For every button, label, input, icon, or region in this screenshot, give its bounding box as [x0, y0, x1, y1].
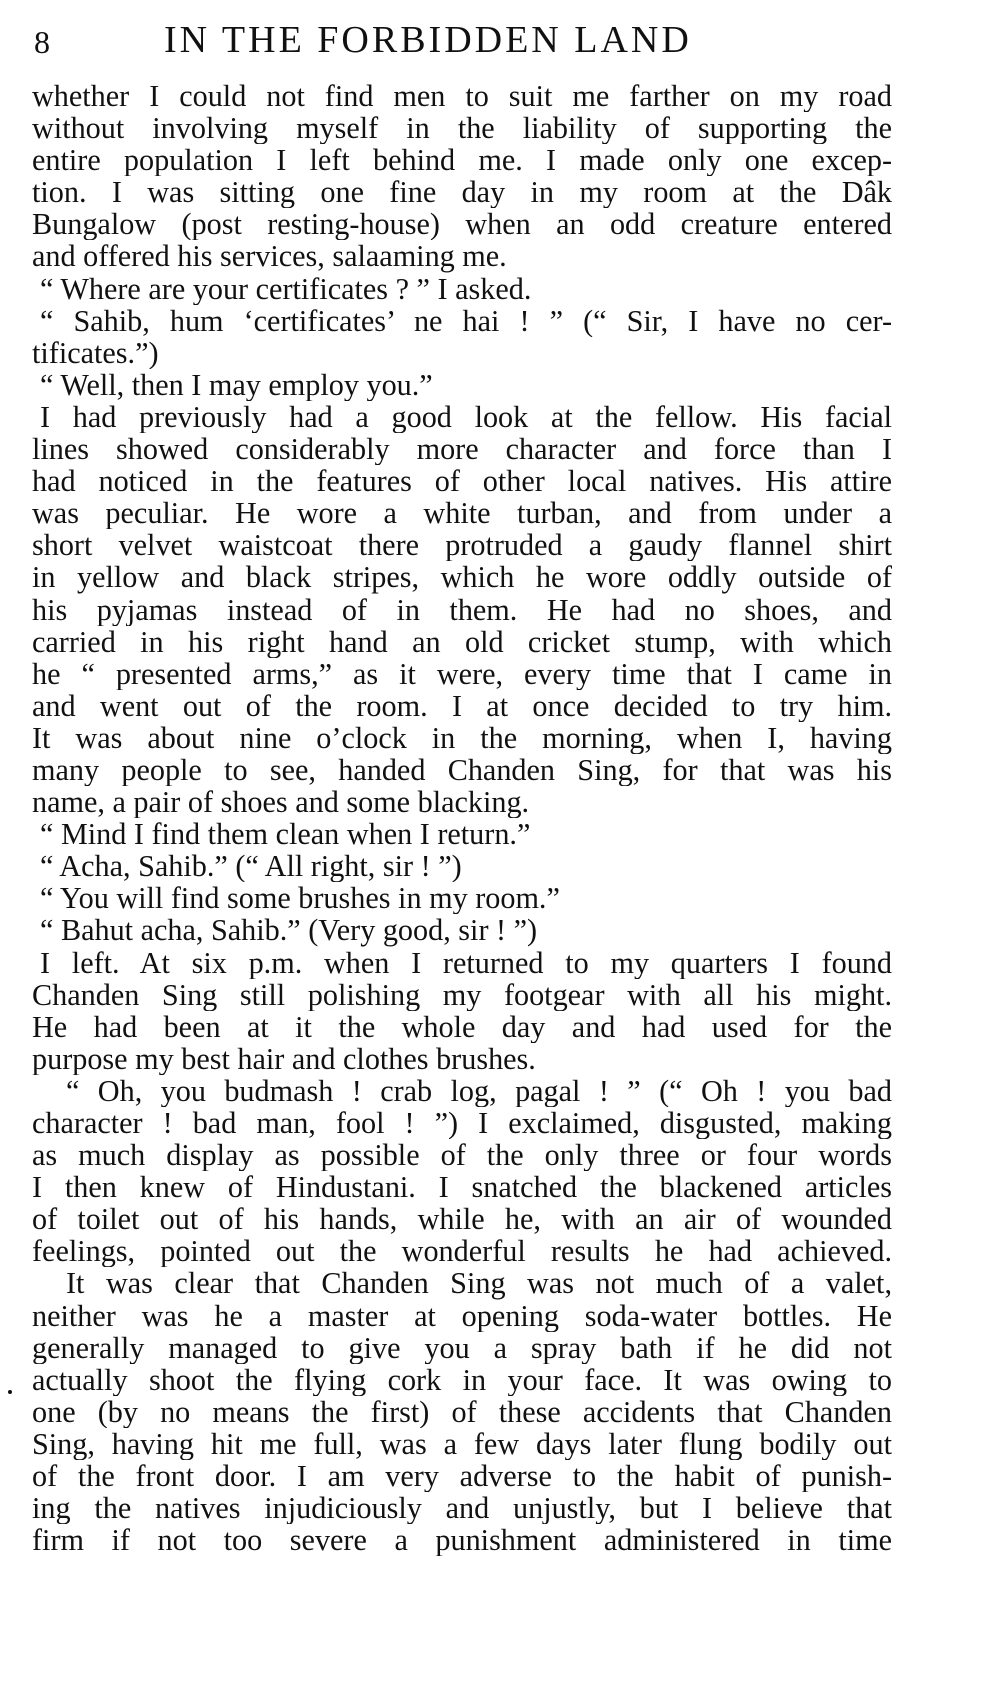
text-line: tion. I was sitting one fine day in my room at the Dâk	[32, 176, 892, 209]
text-line: purpose my best hair and clothes brushes.	[32, 1042, 536, 1075]
text-line: as much display as possible of the only three or four words	[32, 1139, 892, 1172]
text-line: carried in his right hand an old cricket stump, with which	[32, 625, 892, 658]
text-line: lines showed considerably more character and force than I	[32, 433, 892, 466]
page-number: 8	[34, 24, 50, 60]
text-line: name, a pair of shoes and some blacking.	[32, 786, 530, 819]
text-line: firm if not too severe a punishment administered in time	[32, 1524, 892, 1557]
margin-ink-mark	[8, 1390, 12, 1394]
text-line: feelings, pointed out the wonderful results he had achieved.	[32, 1235, 892, 1268]
text-line: and offered his services, salaaming me.	[32, 240, 507, 273]
text-line: entire population I left behind me. I made only one excep-	[32, 144, 892, 177]
text-line: “ Acha, Sahib.” (“ All right, sir ! ”)	[40, 850, 462, 883]
text-line: “ Oh, you budmash ! crab log, pagal ! ” (“ Oh ! you bad	[66, 1074, 892, 1107]
text-line: “ Well, then I may employ you.”	[40, 368, 433, 401]
text-line: neither was he a master at opening soda-water bottles. He	[32, 1299, 892, 1332]
text-line: Sing, having hit me full, was a few days later flung bodily out	[32, 1427, 892, 1461]
text-line: of toilet out of his hands, while he, with an air of wounded	[32, 1203, 892, 1236]
text-line: character ! bad man, fool ! ”) I exclaimed, disgusted, making	[32, 1107, 892, 1140]
text-line: many people to see, handed Chanden Sing, for that was his	[32, 753, 892, 787]
text-line: “ Bahut acha, Sahib.” (Very good, sir ! ”)	[40, 914, 538, 947]
text-line: his pyjamas instead of in them. He had no shoes, and	[32, 593, 892, 626]
text-line: generally managed to give you a spray bath if he did not	[32, 1331, 892, 1364]
text-line: in yellow and black stripes, which he wore oddly outside of	[32, 561, 892, 594]
text-line: “ Sahib, hum ‘certificates’ ne hai ! ” (“ Sir, I have no cer-	[40, 304, 892, 337]
running-head: IN THE FORBIDDEN LAND	[164, 19, 692, 61]
text-line: It was about nine o’clock in the morning, when I, having	[32, 721, 892, 754]
text-line: tificates.”)	[32, 336, 159, 369]
text-line: ing the natives injudiciously and unjustly, but I believe that	[32, 1492, 892, 1525]
text-line: It was clear that Chanden Sing was not much of a valet,	[66, 1267, 892, 1300]
text-line: without involving myself in the liability of supporting the	[32, 112, 892, 145]
text-line: of the front door. I am very adverse to the habit of punish-	[32, 1460, 892, 1493]
text-line: “ You will find some brushes in my room.”	[40, 882, 560, 915]
text-line: I left. At six p.m. when I returned to my quarters I found	[40, 946, 892, 979]
text-line: actually shoot the flying cork in your face. It was owing to	[32, 1363, 892, 1396]
text-line: one (by no means the first) of these accidents that Chanden	[32, 1395, 892, 1428]
body-text	[32, 80, 892, 1556]
text-line: and went out of the room. I at once decided to try him.	[32, 689, 892, 722]
text-line: he “ presented arms,” as it were, every time that I came in	[32, 657, 892, 690]
text-line: “ Where are your certificates ? ” I asked.	[40, 272, 532, 305]
text-line: whether I could not find men to suit me farther on my road	[32, 80, 892, 113]
text-line: Chanden Sing still polishing my footgear with all his might.	[32, 978, 892, 1011]
text-line: “ Mind I find them clean when I return.”	[40, 818, 531, 851]
text-line: was peculiar. He wore a white turban, and from under a	[32, 497, 892, 530]
text-line: Bungalow (post resting-house) when an odd creature entered	[32, 208, 892, 241]
text-line: I then knew of Hindustani. I snatched the blackened articles	[32, 1171, 892, 1204]
text-line: He had been at it the whole day and had used for the	[32, 1010, 892, 1043]
text-line: short velvet waistcoat there protruded a gaudy flannel shirt	[32, 529, 892, 562]
page-header	[30, 14, 890, 68]
text-line: I had previously had a good look at the fellow. His facial	[40, 400, 892, 434]
text-line: had noticed in the features of other local natives. His attire	[32, 465, 892, 498]
